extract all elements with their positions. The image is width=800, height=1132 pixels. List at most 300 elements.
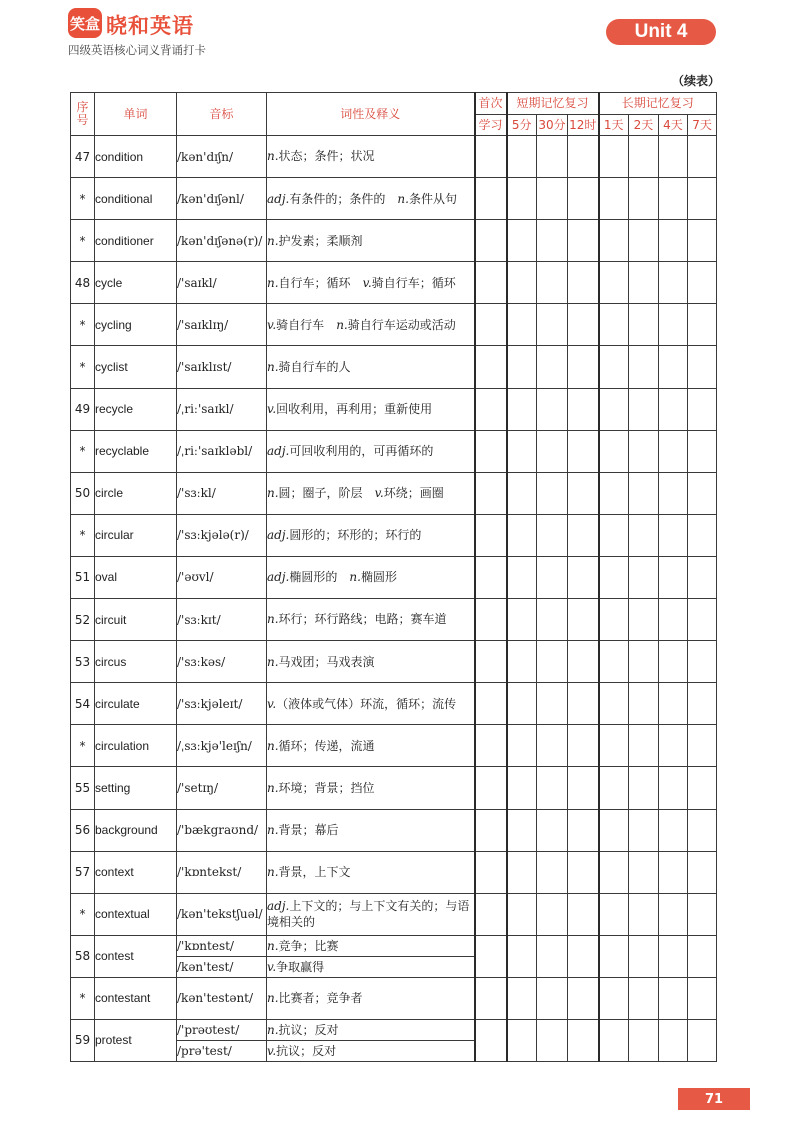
review-checkbox[interactable] xyxy=(659,1019,688,1061)
review-checkbox[interactable] xyxy=(537,304,568,346)
review-checkbox[interactable] xyxy=(475,725,507,767)
review-checkbox[interactable] xyxy=(475,1019,507,1061)
review-checkbox[interactable] xyxy=(507,346,537,388)
phonetic-cell: /'prəʊtest/ xyxy=(177,1019,267,1040)
review-checkbox[interactable] xyxy=(629,178,659,220)
table-row xyxy=(71,1019,717,1040)
review-checkbox[interactable] xyxy=(537,220,568,262)
table-row xyxy=(71,935,717,956)
column-header-definition: 词性及释义 xyxy=(267,93,475,136)
definition-text: 上下文的；与上下文有关的；与语境相关的 xyxy=(267,899,470,930)
row-number: 52 xyxy=(71,599,95,641)
review-checkbox[interactable] xyxy=(629,767,659,809)
review-checkbox[interactable] xyxy=(659,977,688,1019)
phonetic-cell: /kən'dɪʃənl/ xyxy=(177,178,267,220)
review-checkbox[interactable] xyxy=(629,725,659,767)
review-checkbox[interactable] xyxy=(599,178,629,220)
review-checkbox[interactable] xyxy=(659,809,688,851)
row-number: 56 xyxy=(71,809,95,851)
table-row xyxy=(71,556,717,598)
definition-cell xyxy=(267,1040,475,1061)
definition-text: 自行车；循环 xyxy=(278,275,363,290)
review-checkbox[interactable] xyxy=(688,935,717,977)
review-checkbox[interactable] xyxy=(537,725,568,767)
unit-badge: Unit 4 xyxy=(606,19,716,45)
phonetic-cell: /'sɜːkəs/ xyxy=(177,641,267,683)
row-number: 50 xyxy=(71,472,95,514)
review-checkbox[interactable] xyxy=(629,893,659,935)
review-checkbox[interactable] xyxy=(599,556,629,598)
review-checkbox[interactable] xyxy=(507,136,537,178)
review-checkbox[interactable] xyxy=(568,851,599,893)
review-checkbox[interactable] xyxy=(599,388,629,430)
phonetic-cell: /'sɜːkl/ xyxy=(177,472,267,514)
column-header-interval: 4天 xyxy=(659,115,688,136)
review-checkbox[interactable] xyxy=(507,472,537,514)
review-checkbox[interactable] xyxy=(568,304,599,346)
review-checkbox[interactable] xyxy=(537,136,568,178)
review-checkbox[interactable] xyxy=(659,556,688,598)
review-checkbox[interactable] xyxy=(507,851,537,893)
review-checkbox[interactable] xyxy=(688,767,717,809)
column-header-phonetic: 音标 xyxy=(177,93,267,136)
review-checkbox[interactable] xyxy=(599,641,629,683)
review-checkbox[interactable] xyxy=(599,430,629,472)
review-checkbox[interactable] xyxy=(507,514,537,556)
column-header-short-term: 短期记忆复习 xyxy=(507,93,599,115)
review-checkbox[interactable] xyxy=(599,683,629,725)
book-subtitle: 四级英语核心词义背诵打卡 xyxy=(68,43,206,57)
review-checkbox[interactable] xyxy=(659,767,688,809)
review-checkbox[interactable] xyxy=(568,977,599,1019)
review-checkbox[interactable] xyxy=(599,1019,629,1061)
part-of-speech: adj. xyxy=(267,899,290,914)
review-checkbox[interactable] xyxy=(629,472,659,514)
word-cell: protest xyxy=(95,1019,177,1061)
review-checkbox[interactable] xyxy=(659,472,688,514)
review-checkbox[interactable] xyxy=(537,683,568,725)
review-checkbox[interactable] xyxy=(475,472,507,514)
review-checkbox[interactable] xyxy=(688,346,717,388)
review-checkbox[interactable] xyxy=(659,599,688,641)
review-checkbox[interactable] xyxy=(629,430,659,472)
definition-text: 骑自行车 xyxy=(276,317,337,332)
review-checkbox[interactable] xyxy=(475,599,507,641)
part-of-speech: n. xyxy=(267,822,279,837)
phonetic-cell: /'saɪklɪst/ xyxy=(177,346,267,388)
review-checkbox[interactable] xyxy=(507,767,537,809)
row-number: 58 xyxy=(71,935,95,977)
part-of-speech: n. xyxy=(267,654,279,669)
definition-text: 争取赢得 xyxy=(276,959,325,974)
review-checkbox[interactable] xyxy=(688,599,717,641)
review-checkbox[interactable] xyxy=(599,977,629,1019)
part-of-speech: n. xyxy=(267,991,279,1006)
review-checkbox[interactable] xyxy=(629,514,659,556)
phonetic-cell: /'saɪkl/ xyxy=(177,262,267,304)
word-cell: circus xyxy=(95,641,177,683)
part-of-speech: v. xyxy=(267,696,277,711)
phonetic-cell: /'kɒntekst/ xyxy=(177,851,267,893)
word-cell: contextual xyxy=(95,893,177,935)
review-checkbox[interactable] xyxy=(475,851,507,893)
review-checkbox[interactable] xyxy=(599,809,629,851)
definition-cell xyxy=(267,388,475,430)
review-checkbox[interactable] xyxy=(599,472,629,514)
word-cell: circular xyxy=(95,514,177,556)
vocabulary-table xyxy=(70,92,717,1062)
review-checkbox[interactable] xyxy=(629,683,659,725)
review-checkbox[interactable] xyxy=(659,178,688,220)
review-checkbox[interactable] xyxy=(659,641,688,683)
review-checkbox[interactable] xyxy=(568,683,599,725)
review-checkbox[interactable] xyxy=(659,683,688,725)
review-checkbox[interactable] xyxy=(537,430,568,472)
review-checkbox[interactable] xyxy=(475,893,507,935)
part-of-speech: n. xyxy=(267,865,279,880)
definition-text: 可回收利用的，可再循环的 xyxy=(289,444,434,459)
word-cell: circulate xyxy=(95,683,177,725)
row-number: * xyxy=(71,304,95,346)
word-cell: recycle xyxy=(95,388,177,430)
definition-text: 抗议；反对 xyxy=(278,1022,339,1037)
review-checkbox[interactable] xyxy=(507,893,537,935)
phonetic-cell: /kən'testənt/ xyxy=(177,977,267,1019)
review-checkbox[interactable] xyxy=(568,262,599,304)
review-checkbox[interactable] xyxy=(475,514,507,556)
row-number: * xyxy=(71,514,95,556)
definition-text: 圆形的；环形的；环行的 xyxy=(289,528,422,543)
definition-text: 背景，上下文 xyxy=(278,865,351,880)
definition-text: 抗议；反对 xyxy=(276,1043,337,1058)
review-checkbox[interactable] xyxy=(507,220,537,262)
review-checkbox[interactable] xyxy=(537,388,568,430)
part-of-speech: n. xyxy=(267,359,279,374)
phonetic-cell: /ˌsɜːkjə'leɪʃn/ xyxy=(177,725,267,767)
review-checkbox[interactable] xyxy=(688,1019,717,1061)
phonetic-cell: /'sɜːkjəleɪt/ xyxy=(177,683,267,725)
review-checkbox[interactable] xyxy=(629,599,659,641)
review-checkbox[interactable] xyxy=(599,514,629,556)
review-checkbox[interactable] xyxy=(537,767,568,809)
definition-cell xyxy=(267,304,475,346)
definition-text: 环境；背景；挡位 xyxy=(278,780,375,795)
part-of-speech: n. xyxy=(267,738,279,753)
review-checkbox[interactable] xyxy=(629,220,659,262)
table-row xyxy=(71,220,717,262)
definition-text: 骑自行车的人 xyxy=(278,359,351,374)
review-checkbox[interactable] xyxy=(507,683,537,725)
review-checkbox[interactable] xyxy=(537,809,568,851)
review-checkbox[interactable] xyxy=(659,388,688,430)
review-checkbox[interactable] xyxy=(629,935,659,977)
definition-cell xyxy=(267,935,475,956)
review-checkbox[interactable] xyxy=(629,262,659,304)
part-of-speech: n. xyxy=(267,1022,279,1037)
row-number: * xyxy=(71,725,95,767)
review-checkbox[interactable] xyxy=(568,346,599,388)
review-checkbox[interactable] xyxy=(507,178,537,220)
review-checkbox[interactable] xyxy=(537,1019,568,1061)
review-checkbox[interactable] xyxy=(688,136,717,178)
review-checkbox[interactable] xyxy=(568,136,599,178)
part-of-speech: adj. xyxy=(267,570,290,585)
review-checkbox[interactable] xyxy=(475,304,507,346)
review-checkbox[interactable] xyxy=(475,767,507,809)
review-checkbox[interactable] xyxy=(507,725,537,767)
review-checkbox[interactable] xyxy=(568,220,599,262)
review-checkbox[interactable] xyxy=(537,935,568,977)
part-of-speech: n. xyxy=(349,570,361,585)
review-checkbox[interactable] xyxy=(537,977,568,1019)
review-checkbox[interactable] xyxy=(599,851,629,893)
review-checkbox[interactable] xyxy=(537,472,568,514)
definition-cell xyxy=(267,977,475,1019)
review-checkbox[interactable] xyxy=(599,220,629,262)
review-checkbox[interactable] xyxy=(537,641,568,683)
review-checkbox[interactable] xyxy=(475,388,507,430)
review-checkbox[interactable] xyxy=(599,893,629,935)
review-checkbox[interactable] xyxy=(568,809,599,851)
review-checkbox[interactable] xyxy=(507,556,537,598)
review-checkbox[interactable] xyxy=(688,220,717,262)
review-checkbox[interactable] xyxy=(568,641,599,683)
review-checkbox[interactable] xyxy=(688,388,717,430)
review-checkbox[interactable] xyxy=(688,641,717,683)
review-checkbox[interactable] xyxy=(507,809,537,851)
definition-text: 比赛者；竞争者 xyxy=(278,991,363,1006)
part-of-speech: adj. xyxy=(267,191,290,206)
review-checkbox[interactable] xyxy=(659,304,688,346)
review-checkbox[interactable] xyxy=(659,514,688,556)
definition-text: 背景；幕后 xyxy=(278,822,339,837)
review-checkbox[interactable] xyxy=(537,556,568,598)
review-checkbox[interactable] xyxy=(475,430,507,472)
brand-logo-icon: 笑盒 xyxy=(68,8,102,38)
definition-cell xyxy=(267,851,475,893)
column-header-long-term: 长期记忆复习 xyxy=(599,93,717,115)
definition-cell xyxy=(267,599,475,641)
review-checkbox[interactable] xyxy=(599,136,629,178)
definition-text: 有条件的；条件的 xyxy=(289,191,398,206)
phonetic-cell: /kən'test/ xyxy=(177,956,267,977)
review-checkbox[interactable] xyxy=(475,809,507,851)
review-checkbox[interactable] xyxy=(688,556,717,598)
review-checkbox[interactable] xyxy=(568,472,599,514)
review-checkbox[interactable] xyxy=(629,304,659,346)
word-cell: cycling xyxy=(95,304,177,346)
word-cell: circulation xyxy=(95,725,177,767)
definition-cell xyxy=(267,809,475,851)
review-checkbox[interactable] xyxy=(568,599,599,641)
word-cell: contestant xyxy=(95,977,177,1019)
definition-cell xyxy=(267,514,475,556)
review-checkbox[interactable] xyxy=(688,514,717,556)
review-checkbox[interactable] xyxy=(688,893,717,935)
word-cell: oval xyxy=(95,556,177,598)
table-row xyxy=(71,851,717,893)
part-of-speech: v. xyxy=(267,959,277,974)
review-checkbox[interactable] xyxy=(568,767,599,809)
part-of-speech: v. xyxy=(362,275,372,290)
review-checkbox[interactable] xyxy=(568,893,599,935)
review-checkbox[interactable] xyxy=(537,851,568,893)
review-checkbox[interactable] xyxy=(659,725,688,767)
review-checkbox[interactable] xyxy=(507,977,537,1019)
definition-cell xyxy=(267,956,475,977)
column-header-no: 序号 xyxy=(71,93,95,136)
review-checkbox[interactable] xyxy=(475,977,507,1019)
definition-text: （液体或气体）环流，循环；流传 xyxy=(276,696,457,711)
definition-text: 回收利用，再利用；重新使用 xyxy=(276,402,433,417)
review-checkbox[interactable] xyxy=(507,641,537,683)
review-checkbox[interactable] xyxy=(568,178,599,220)
review-checkbox[interactable] xyxy=(568,430,599,472)
review-checkbox[interactable] xyxy=(507,1019,537,1061)
review-checkbox[interactable] xyxy=(688,809,717,851)
review-checkbox[interactable] xyxy=(688,304,717,346)
review-checkbox[interactable] xyxy=(507,388,537,430)
phonetic-cell: /kən'tekstʃuəl/ xyxy=(177,893,267,935)
definition-cell xyxy=(267,346,475,388)
review-checkbox[interactable] xyxy=(659,346,688,388)
review-checkbox[interactable] xyxy=(537,346,568,388)
table-row xyxy=(71,178,717,220)
table-row xyxy=(71,388,717,430)
part-of-speech: adj. xyxy=(267,444,290,459)
review-checkbox[interactable] xyxy=(599,346,629,388)
part-of-speech: n. xyxy=(267,275,279,290)
review-checkbox[interactable] xyxy=(659,430,688,472)
review-checkbox[interactable] xyxy=(537,893,568,935)
review-checkbox[interactable] xyxy=(475,136,507,178)
review-checkbox[interactable] xyxy=(599,725,629,767)
word-cell: cycle xyxy=(95,262,177,304)
table-row xyxy=(71,767,717,809)
review-checkbox[interactable] xyxy=(537,178,568,220)
review-checkbox[interactable] xyxy=(659,893,688,935)
review-checkbox[interactable] xyxy=(568,556,599,598)
word-cell: conditional xyxy=(95,178,177,220)
review-checkbox[interactable] xyxy=(688,851,717,893)
row-number: * xyxy=(71,220,95,262)
review-checkbox[interactable] xyxy=(629,851,659,893)
definition-text: 循环；传递，流通 xyxy=(278,738,375,753)
part-of-speech: v. xyxy=(267,1043,277,1058)
definition-text: 骑自行车；循环 xyxy=(371,275,456,290)
review-checkbox[interactable] xyxy=(688,977,717,1019)
review-checkbox[interactable] xyxy=(688,683,717,725)
part-of-speech: n. xyxy=(267,233,279,248)
review-checkbox[interactable] xyxy=(568,514,599,556)
column-header-first-sub: 学习 xyxy=(475,115,507,136)
review-checkbox[interactable] xyxy=(599,767,629,809)
review-checkbox[interactable] xyxy=(507,430,537,472)
review-checkbox[interactable] xyxy=(537,514,568,556)
review-checkbox[interactable] xyxy=(688,725,717,767)
review-checkbox[interactable] xyxy=(507,599,537,641)
review-checkbox[interactable] xyxy=(659,935,688,977)
review-checkbox[interactable] xyxy=(475,683,507,725)
review-checkbox[interactable] xyxy=(507,935,537,977)
review-checkbox[interactable] xyxy=(475,641,507,683)
review-checkbox[interactable] xyxy=(507,304,537,346)
part-of-speech: n. xyxy=(267,780,279,795)
definition-text: 护发素；柔顺剂 xyxy=(278,233,363,248)
part-of-speech: n. xyxy=(267,149,279,164)
word-cell: contest xyxy=(95,935,177,977)
review-checkbox[interactable] xyxy=(537,262,568,304)
review-checkbox[interactable] xyxy=(659,851,688,893)
part-of-speech: v. xyxy=(267,317,277,332)
review-checkbox[interactable] xyxy=(599,935,629,977)
review-checkbox[interactable] xyxy=(475,556,507,598)
review-checkbox[interactable] xyxy=(629,1019,659,1061)
review-checkbox[interactable] xyxy=(629,346,659,388)
definition-cell xyxy=(267,136,475,178)
column-header-interval: 2天 xyxy=(629,115,659,136)
review-checkbox[interactable] xyxy=(688,262,717,304)
phonetic-cell: /'bækgraʊnd/ xyxy=(177,809,267,851)
definition-text: 竞争；比赛 xyxy=(278,938,339,953)
review-checkbox[interactable] xyxy=(475,220,507,262)
row-number: 49 xyxy=(71,388,95,430)
row-number: * xyxy=(71,178,95,220)
review-checkbox[interactable] xyxy=(659,220,688,262)
review-checkbox[interactable] xyxy=(537,599,568,641)
review-checkbox[interactable] xyxy=(629,136,659,178)
review-checkbox[interactable] xyxy=(599,599,629,641)
part-of-speech: v. xyxy=(374,486,384,501)
review-checkbox[interactable] xyxy=(629,809,659,851)
review-checkbox[interactable] xyxy=(507,262,537,304)
review-checkbox[interactable] xyxy=(629,556,659,598)
review-checkbox[interactable] xyxy=(659,136,688,178)
phonetic-cell: /'əʊvl/ xyxy=(177,556,267,598)
review-checkbox[interactable] xyxy=(568,1019,599,1061)
review-checkbox[interactable] xyxy=(629,977,659,1019)
phonetic-cell: /ˌriː'saɪkləbl/ xyxy=(177,430,267,472)
review-checkbox[interactable] xyxy=(629,388,659,430)
review-checkbox[interactable] xyxy=(629,641,659,683)
review-checkbox[interactable] xyxy=(659,262,688,304)
definition-cell xyxy=(267,641,475,683)
review-checkbox[interactable] xyxy=(475,935,507,977)
row-number: * xyxy=(71,977,95,1019)
review-checkbox[interactable] xyxy=(568,935,599,977)
review-checkbox[interactable] xyxy=(475,262,507,304)
review-checkbox[interactable] xyxy=(599,304,629,346)
word-cell: conditioner xyxy=(95,220,177,262)
phonetic-cell: /kən'dɪʃənə(r)/ xyxy=(177,220,267,262)
definition-cell xyxy=(267,178,475,220)
review-checkbox[interactable] xyxy=(688,430,717,472)
review-checkbox[interactable] xyxy=(599,262,629,304)
review-checkbox[interactable] xyxy=(688,472,717,514)
table-row xyxy=(71,599,717,641)
review-checkbox[interactable] xyxy=(568,388,599,430)
review-checkbox[interactable] xyxy=(475,346,507,388)
part-of-speech: n. xyxy=(397,191,409,206)
review-checkbox[interactable] xyxy=(688,178,717,220)
review-checkbox[interactable] xyxy=(568,725,599,767)
review-checkbox[interactable] xyxy=(475,178,507,220)
column-header-interval: 7天 xyxy=(688,115,717,136)
page-number: 71 xyxy=(678,1088,750,1110)
table-row xyxy=(71,346,717,388)
phonetic-cell: /'sɜːkjələ(r)/ xyxy=(177,514,267,556)
phonetic-cell: /'sɜːkɪt/ xyxy=(177,599,267,641)
